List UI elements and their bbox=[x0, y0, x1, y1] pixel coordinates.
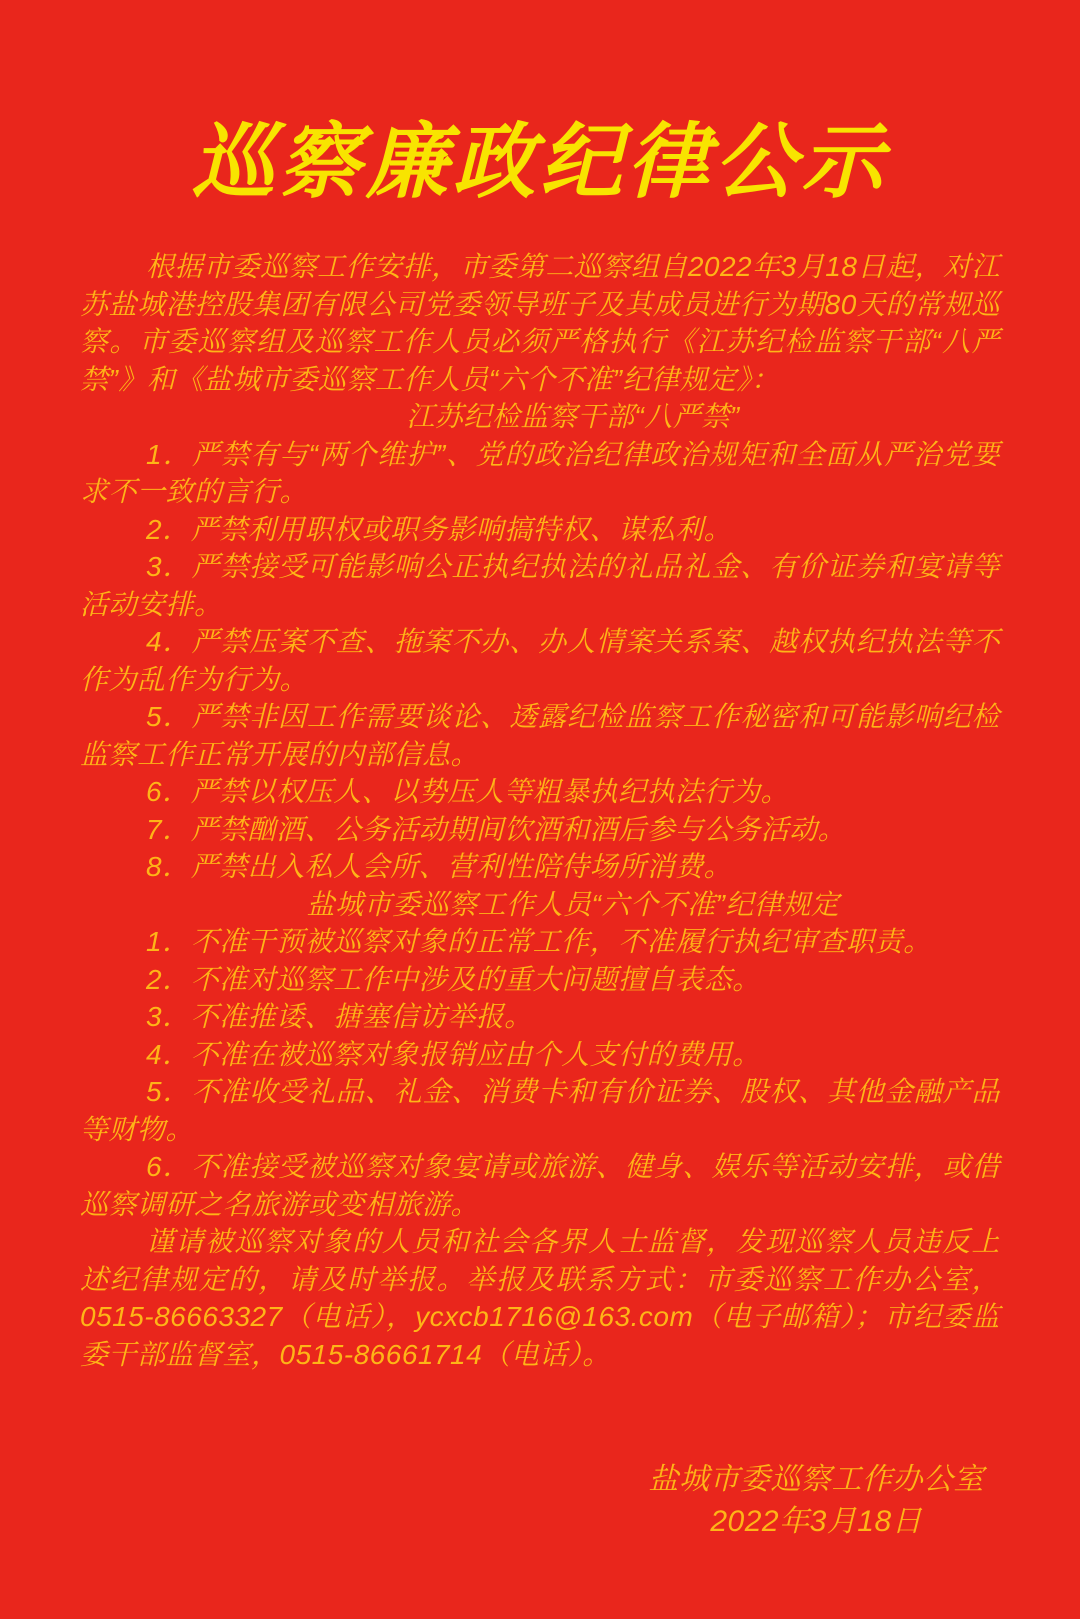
rule-item: 3．不准推诿、搪塞信访举报。 bbox=[146, 1001, 533, 1032]
section1-heading: 江苏纪检监察干部“八严禁” bbox=[406, 401, 740, 432]
rule-item: 1．严禁有与“两个维护”、党的政治纪律政治规矩和全面从严治党要求不一致的言行。 bbox=[80, 438, 1000, 507]
rule-item: 5．不准收受礼品、礼金、消费卡和有价证券、股权、其他金融产品等财物。 bbox=[80, 1076, 1000, 1145]
rule-item: 6．严禁以权压人、以势压人等粗暴执纪执法行为。 bbox=[146, 776, 790, 807]
rule-item: 4．严禁压案不查、拖案不办、办人情案关系案、越权执纪执法等不作为乱作为行为。 bbox=[80, 626, 1000, 695]
rule-item: 1．不准干预被巡察对象的正常工作，不准履行执纪审查职责。 bbox=[146, 926, 932, 957]
intro-paragraph: 根据市委巡察工作安排，市委第二巡察组自2022年3月18日起，对江苏盐城港控股集团有限公司党委领导班子及其成员进行为期80天的常规巡察。市委巡察组及巡察工作人员必须严格执行《江苏纪检监察干部“八严禁”》和《盐城市委巡察工作人员“六个不准”纪律规定》： bbox=[80, 251, 1000, 395]
notice-body bbox=[80, 248, 1000, 1543]
rule-item: 4．不准在被巡察对象报销应由个人支付的费用。 bbox=[146, 1038, 761, 1070]
rule-item: 7．严禁酗酒、公务活动期间饮酒和酒后参与公务活动。 bbox=[146, 813, 847, 845]
rule-item: 6．不准接受被巡察对象宴请或旅游、健身、娱乐等活动安排，或借巡察调研之名旅游或变相旅游。 bbox=[80, 1151, 1000, 1220]
signature: 盐城市委巡察工作办公室 bbox=[648, 1463, 984, 1496]
signature-date: 2022年3月18日 bbox=[710, 1505, 923, 1538]
rule-item: 2．严禁利用职权或职务影响搞特权、谋私利。 bbox=[146, 513, 733, 545]
rule-item: 3．严禁接受可能影响公正执纪执法的礼品礼金、有价证券和宴请等活动安排。 bbox=[80, 551, 1000, 620]
rule-item: 5．严禁非因工作需要谈论、透露纪检监察工作秘密和可能影响纪检监察工作正常开展的内部信息。 bbox=[80, 701, 1000, 770]
rule-item: 8．严禁出入私人会所、营利性陪侍场所消费。 bbox=[146, 851, 733, 882]
rule-item: 2．不准对巡察工作中涉及的重大问题擅自表态。 bbox=[146, 963, 761, 995]
closing-paragraph: 谨请被巡察对象的人员和社会各界人士监督，发现巡察人员违反上述纪律规定的，请及时举报。举报及联系方式：市委巡察工作办公室，0515-86663327（电话），ycxcb1716@163.com（电子邮箱）；市纪委监委干部监督室，0515-86661714（电话）。 bbox=[80, 1226, 1000, 1370]
signature-block bbox=[80, 1459, 1000, 1543]
page-title: 巡察廉政纪律公示 bbox=[192, 117, 888, 208]
section2-heading: 盐城市委巡察工作人员“六个不准”纪律规定 bbox=[306, 888, 840, 920]
